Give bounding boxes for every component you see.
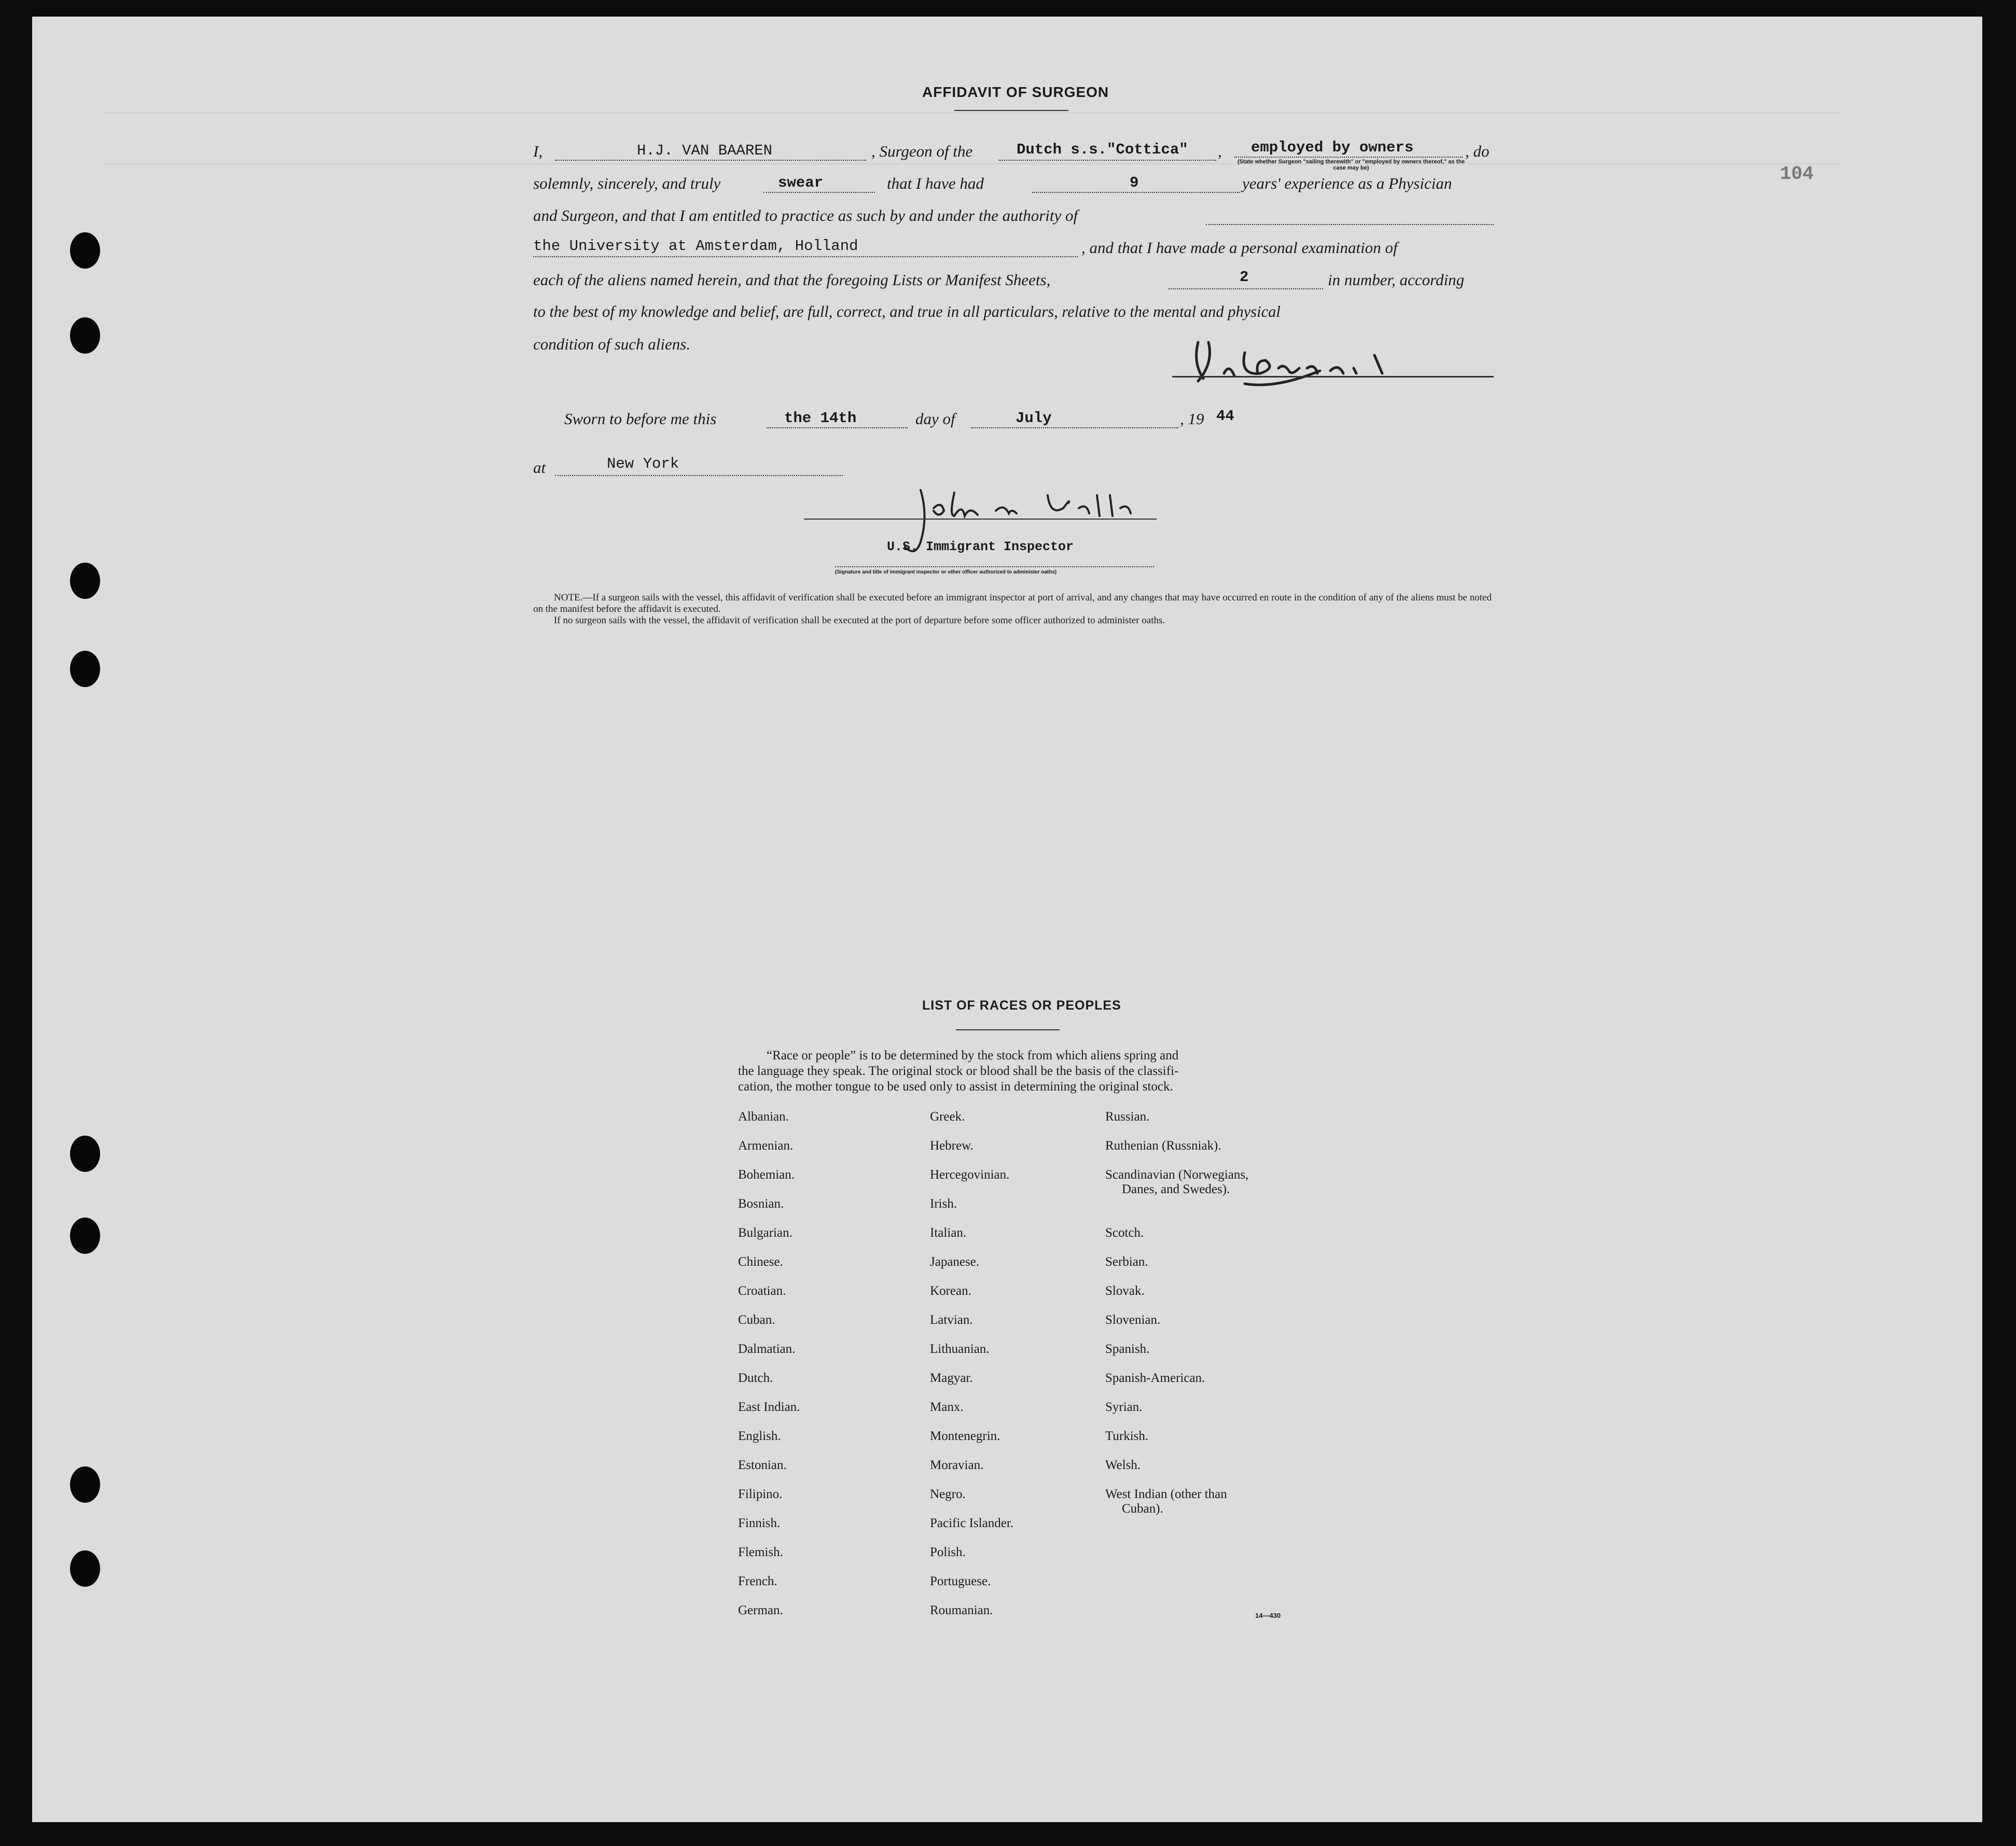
- employment-line: [1234, 157, 1463, 158]
- race-list-item: Pacific Islander.: [930, 1516, 1014, 1530]
- punch-hole: [70, 317, 100, 354]
- text-l1a: I,: [533, 142, 543, 160]
- surgeon-name: H.J. VAN BAAREN: [637, 142, 773, 159]
- race-list-item: West Indian (other than: [1105, 1487, 1227, 1501]
- licensing-authority: the University at Amsterdam, Holland: [533, 237, 858, 255]
- race-list-item: Korean.: [930, 1284, 971, 1298]
- name-line: [555, 160, 866, 161]
- race-list-item: Roumanian.: [930, 1603, 993, 1617]
- race-list-item: Russian.: [1105, 1110, 1150, 1124]
- races-title: LIST OF RACES OR PEOPLES: [922, 998, 1121, 1013]
- race-list-item: Magyar.: [930, 1371, 973, 1385]
- note-paragraph-1: NOTE.—If a surgeon sails with the vessel, this affidavit of verification shall be executed before an immigrant inspector at port of arrival, and any changes that may have occurred en route in the condition of any of the aliens must be noted on the manifest before the affidavit is executed.: [533, 592, 1492, 614]
- punch-hole: [70, 1550, 100, 1587]
- text-l1d: , do: [1465, 142, 1490, 160]
- punch-hole: [70, 1466, 100, 1503]
- employment-status: employed by owners: [1251, 139, 1414, 156]
- race-list-item: Lithuanian.: [930, 1342, 990, 1356]
- day-line: [767, 427, 908, 428]
- race-list-item: Bosnian.: [738, 1197, 784, 1211]
- text-sworn-a: Sworn to before me this: [564, 410, 717, 428]
- race-list-item: Chinese.: [738, 1255, 783, 1269]
- punch-hole: [70, 563, 100, 599]
- race-list-item: Latvian.: [930, 1313, 973, 1327]
- race-list-item: Hercegovinian.: [930, 1168, 1010, 1182]
- text-l1c: ,: [1218, 142, 1222, 160]
- month-line: [971, 427, 1178, 428]
- authority-line: [533, 256, 1078, 257]
- race-list-item: Dalmatian.: [738, 1342, 796, 1356]
- race-list-item: English.: [738, 1429, 781, 1443]
- races-intro-3: cation, the mother tongue to be used only to assist in determining the original stock.: [738, 1080, 1173, 1094]
- race-list-item: Dutch.: [738, 1371, 773, 1385]
- races-title-underline: [956, 1029, 1060, 1030]
- note-paragraph-2: If no surgeon sails with the vessel, the affidavit of verification shall be executed at the port of departure before some officer authorized to administer oaths.: [554, 615, 1165, 626]
- race-list-item: Manx.: [930, 1400, 964, 1414]
- race-list-item: Italian.: [930, 1226, 967, 1240]
- race-list-item: Spanish.: [1105, 1342, 1150, 1356]
- text-l3: and Surgeon, and that I am entitled to practice as such by and under the authority of: [533, 206, 1078, 225]
- race-list-item: Cuban).: [1122, 1502, 1163, 1516]
- text-l2c: years' experience as a Physician: [1242, 174, 1452, 192]
- race-list-item: Slovenian.: [1105, 1313, 1161, 1327]
- punch-hole: [70, 232, 100, 269]
- race-list-item: Flemish.: [738, 1545, 783, 1559]
- race-list-item: Ruthenian (Russniak).: [1105, 1139, 1221, 1153]
- oath-type: swear: [778, 174, 824, 191]
- race-list-item: Scotch.: [1105, 1226, 1144, 1240]
- vessel-name: Dutch s.s."Cottica": [1017, 141, 1188, 158]
- page-number: 104: [1780, 163, 1814, 185]
- race-list-item: Scandinavian (Norwegians,: [1105, 1168, 1249, 1182]
- race-list-item: Japanese.: [930, 1255, 980, 1269]
- races-intro-2: the language they speak. The original stock or blood shall be the basis of the classifi-: [738, 1064, 1179, 1078]
- race-list-item: Moravian.: [930, 1458, 984, 1472]
- text-l5b: in number, according: [1328, 271, 1465, 289]
- race-list-item: East Indian.: [738, 1400, 800, 1414]
- title-underline: [954, 110, 1068, 111]
- years-experience: 9: [1130, 174, 1139, 191]
- race-list-item: Armenian.: [738, 1139, 794, 1153]
- text-l7: condition of such aliens.: [533, 335, 691, 353]
- text-l1b: , Surgeon of the: [871, 142, 973, 160]
- race-list-item: Portuguese.: [930, 1574, 991, 1588]
- race-list-item: Danes, and Swedes).: [1122, 1182, 1230, 1196]
- punch-hole: [70, 1218, 100, 1254]
- oath-line: [763, 192, 875, 193]
- employment-note: (State whether Surgeon "sailing therewith" or "employed by owners thereof," as the case may be): [1237, 159, 1465, 171]
- sworn-place: New York: [607, 455, 679, 472]
- years-line: [1032, 192, 1240, 193]
- sworn-day: the 14th: [784, 410, 857, 427]
- race-list-item: Bulgarian.: [738, 1226, 793, 1240]
- sheets-line: [1169, 288, 1323, 289]
- vessel-line: [998, 160, 1216, 161]
- race-list-item: Filipino.: [738, 1487, 783, 1501]
- race-list-item: Bohemian.: [738, 1168, 795, 1182]
- punch-hole: [70, 1136, 100, 1172]
- authority-end-line: [1206, 224, 1494, 225]
- race-list-item: Spanish-American.: [1105, 1371, 1205, 1385]
- race-list-item: Greek.: [930, 1110, 965, 1124]
- text-at: at: [533, 458, 546, 477]
- place-line: [555, 475, 843, 476]
- text-l4b: , and that I have made a personal examination of: [1081, 239, 1398, 257]
- race-list-item: French.: [738, 1574, 777, 1588]
- text-l6: to the best of my knowledge and belief, are full, correct, and true in all particulars, relative to the mental and physical: [533, 303, 1281, 320]
- inspector-title: U.S. Immigrant Inspector: [887, 539, 1074, 554]
- text-l5a: each of the aliens named herein, and that the foregoing Lists or Manifest Sheets,: [533, 271, 1051, 289]
- races-intro-1: “Race or people” is to be determined by the stock from which aliens spring and: [767, 1048, 1179, 1062]
- race-list-item: Polish.: [930, 1545, 966, 1559]
- text-l2b: that I have had: [887, 174, 984, 192]
- inspector-caption: (Signature and title of immigrant inspector or other officer authorized to administer oaths): [835, 569, 1057, 575]
- text-sworn-c: , 19: [1180, 410, 1204, 428]
- surgeon-signature: [1183, 332, 1431, 394]
- race-list-item: German.: [738, 1603, 783, 1617]
- affidavit-title: AFFIDAVIT OF SURGEON: [922, 84, 1109, 100]
- inspector-signature-line: [804, 519, 1157, 520]
- text-l2a: solemnly, sincerely, and truly: [533, 174, 721, 192]
- sworn-year: 44: [1216, 408, 1234, 425]
- race-list-item: Slovak.: [1105, 1284, 1145, 1298]
- race-list-item: Syrian.: [1105, 1400, 1143, 1414]
- race-list-item: Cuban.: [738, 1313, 775, 1327]
- text-sworn-b: day of: [915, 410, 955, 428]
- surgeon-signature-line: [1172, 376, 1494, 377]
- race-list-item: Irish.: [930, 1197, 957, 1211]
- race-list-item: Albanian.: [738, 1110, 789, 1124]
- race-list-item: Turkish.: [1105, 1429, 1149, 1443]
- race-list-item: Finnish.: [738, 1516, 781, 1530]
- race-list-item: Croatian.: [738, 1284, 786, 1298]
- punch-hole: [70, 651, 100, 687]
- race-list-item: Hebrew.: [930, 1139, 974, 1153]
- inspector-title-line: [835, 566, 1154, 567]
- sheet-count: 2: [1240, 269, 1249, 286]
- form-number: 14—430: [1255, 1612, 1281, 1619]
- sworn-month: July: [1016, 410, 1052, 427]
- race-list-item: Estonian.: [738, 1458, 787, 1472]
- race-list-item: Montenegrin.: [930, 1429, 1000, 1443]
- race-list-item: Negro.: [930, 1487, 966, 1501]
- race-list-item: Serbian.: [1105, 1255, 1148, 1269]
- race-list-item: Welsh.: [1105, 1458, 1141, 1472]
